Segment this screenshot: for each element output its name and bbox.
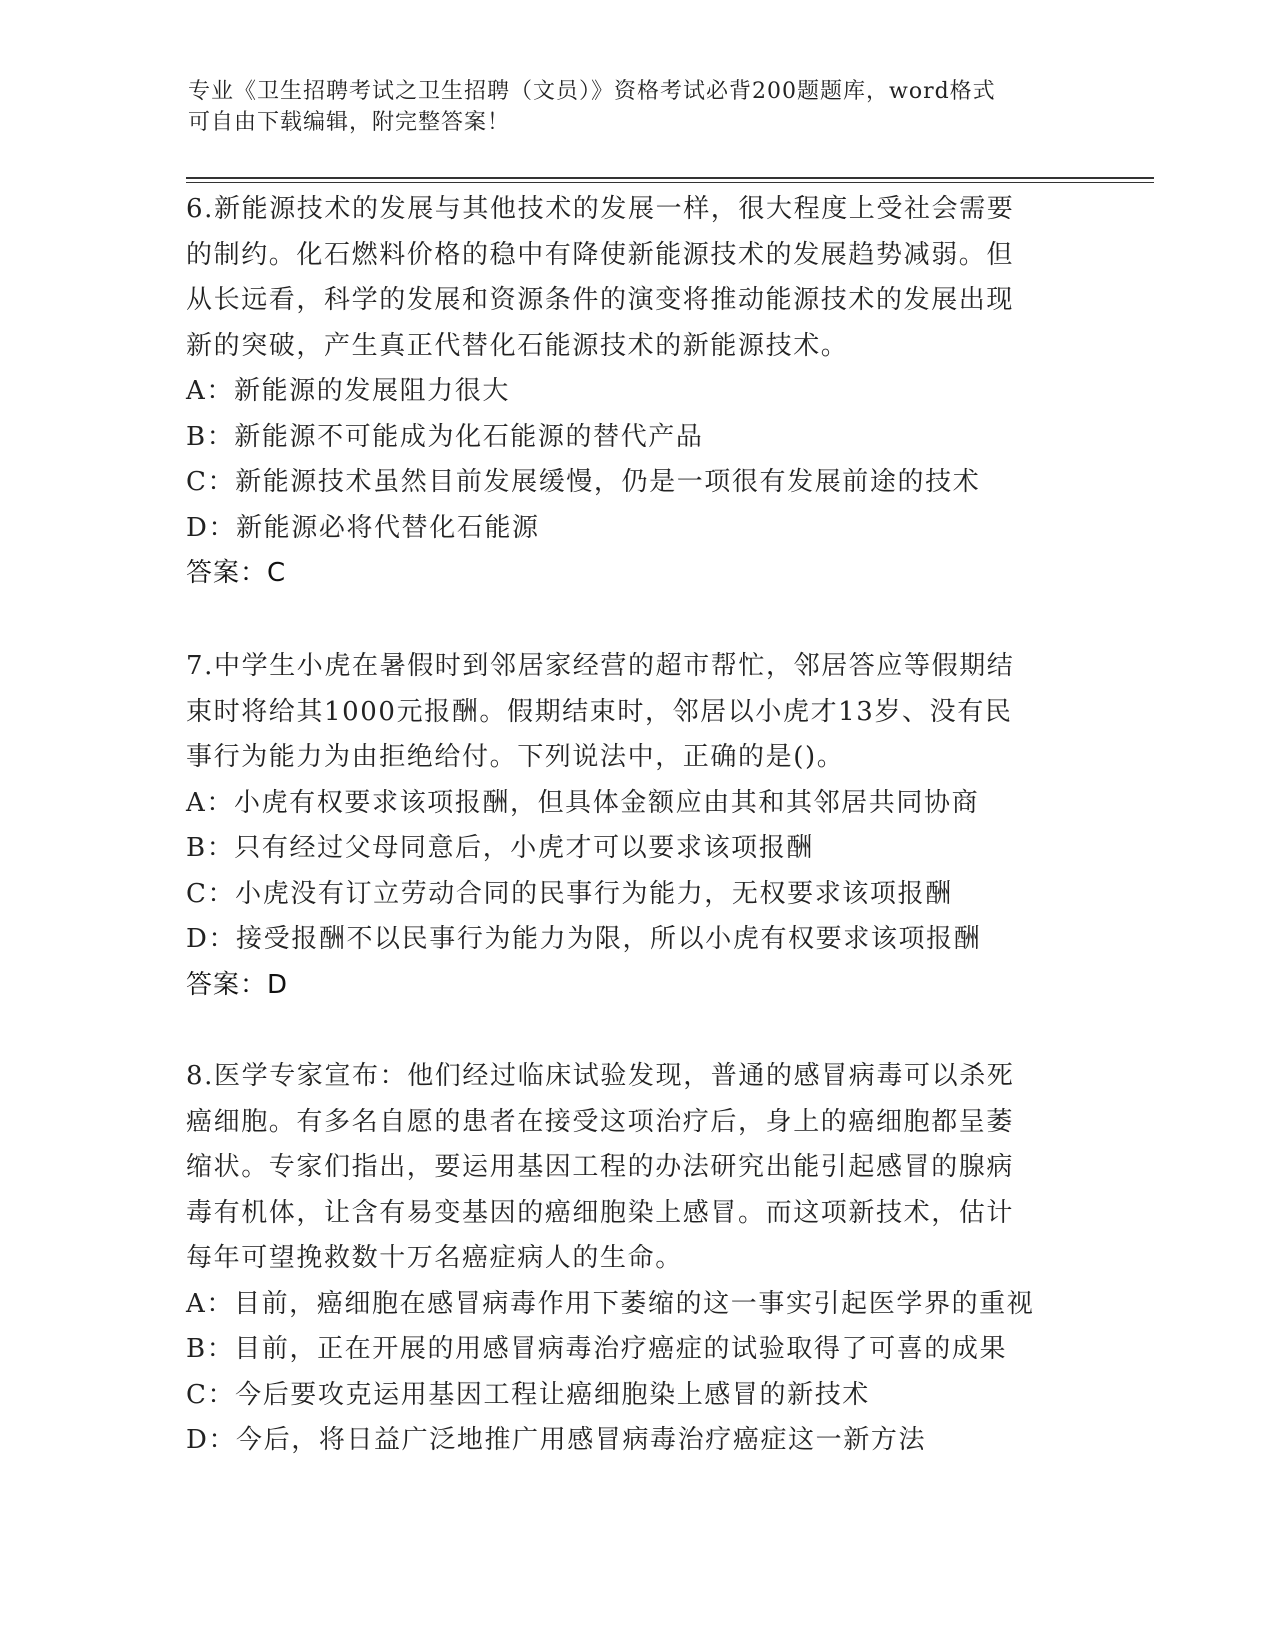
question-8-text-line-3: 缩状。专家们指出，要运用基因工程的办法研究出能引起感冒的腺病 [186, 1152, 1015, 1182]
question-7-answer: 答案：D [186, 969, 289, 1000]
question-8-option-a: A：目前，癌细胞在感冒病毒作用下萎缩的这一事实引起医学界的重视 [186, 1288, 1035, 1319]
question-7-option-b: B：只有经过父母同意后，小虎才可以要求该项报酬 [186, 833, 814, 863]
question-7 [186, 644, 1086, 1008]
question-8-option-c: C：今后要攻克运用基因工程让癌细胞染上感冒的新技术 [186, 1379, 870, 1410]
question-8-text-line-2: 癌细胞。有多名自愿的患者在接受这项治疗后，身上的癌细胞都呈萎 [186, 1106, 1015, 1137]
question-8-text-line-5: 每年可望挽救数十万名癌症病人的生命。 [186, 1243, 683, 1273]
question-6-option-a: A：新能源的发展阻力很大 [186, 376, 510, 406]
question-6-option-c: C：新能源技术虽然目前发展缓慢，仍是一项很有发展前途的技术 [186, 467, 981, 497]
header-divider-thin [186, 182, 1154, 183]
question-6 [186, 187, 1086, 597]
question-8-text-line-4: 毒有机体，让含有易变基因的癌细胞染上感冒。而这项新技术，估计 [186, 1197, 1015, 1228]
question-8 [186, 1054, 1086, 1464]
question-7-text-line-1: 7.中学生小虎在暑假时到邻居家经营的超市帮忙，邻居答应等假期结 [186, 651, 1015, 681]
question-6-option-d: D：新能源必将代替化石能源 [186, 512, 540, 543]
question-7-text-line-3: 事行为能力为由拒绝给付。下列说法中，正确的是()。 [186, 742, 845, 772]
question-7-option-d: D：接受报酬不以民事行为能力为限，所以小虎有权要求该项报酬 [186, 924, 982, 954]
question-7-option-a: A：小虎有权要求该项报酬，但具体金额应由其和其邻居共同协商 [186, 787, 980, 818]
question-8-text-line-1: 8.医学专家宣布：他们经过临床试验发现，普通的感冒病毒可以杀死 [186, 1061, 1015, 1091]
page-header [188, 76, 1088, 138]
header-title-line-2: 可自由下载编辑，附完整答案！ [188, 110, 511, 135]
question-6-text-line-2: 的制约。化石燃料价格的稳中有降使新能源技术的发展趋势减弱。但 [186, 239, 1015, 270]
question-7-text-line-2: 束时将给其1000元报酬。假期结束时，邻居以小虎才13岁、没有民 [186, 696, 1013, 727]
question-7-option-c: C：小虎没有订立劳动合同的民事行为能力，无权要求该项报酬 [186, 878, 953, 909]
question-6-text-line-3: 从长远看，科学的发展和资源条件的演变将推动能源技术的发展出现 [186, 285, 1015, 315]
question-6-answer: 答案：C [186, 558, 287, 588]
question-6-option-b: B：新能源不可能成为化石能源的替代产品 [186, 421, 704, 452]
question-8-option-b: B：目前，正在开展的用感冒病毒治疗癌症的试验取得了可喜的成果 [186, 1334, 1008, 1364]
header-title-line-1: 专业《卫生招聘考试之卫生招聘（文员）》资格考试必背200题题库，word格式 [188, 79, 996, 104]
question-6-text-line-1: 6.新能源技术的发展与其他技术的发展一样，很大程度上受社会需要 [186, 194, 1015, 224]
question-6-text-line-4: 新的突破，产生真正代替化石能源技术的新能源技术。 [186, 330, 849, 361]
question-8-option-d: D：今后，将日益广泛地推广用感冒病毒治疗癌症这一新方法 [186, 1425, 927, 1455]
header-divider-thick [186, 177, 1154, 179]
